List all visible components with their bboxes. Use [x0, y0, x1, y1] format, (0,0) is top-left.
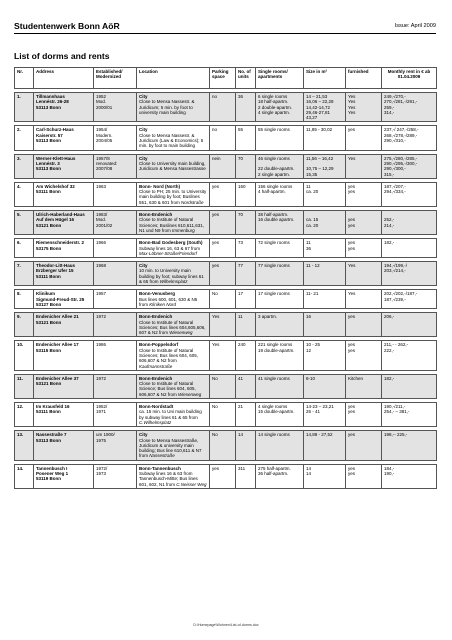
col-header-size: Size in m² — [304, 68, 346, 89]
location-area: Bonn- Nord (North) — [139, 183, 180, 189]
address-line: Tillmannhaus — [36, 94, 65, 99]
rooms-cell: 55 single rooms — [256, 126, 304, 150]
furnished-cell: Yes Yes Yes Yes — [346, 93, 382, 122]
established-cell: 1972 — [94, 313, 137, 337]
size-cell: 14 – 21,53 16,06 – 22,28 14,42-14,72 29,46-27,81 43,27 — [304, 93, 346, 122]
address-line: 53121 Bonn — [36, 319, 62, 325]
size-cell: 11,85 - 30,02 — [304, 126, 346, 150]
table-row — [15, 341, 437, 370]
address-cell — [34, 182, 94, 206]
col-header-location: Location — [137, 68, 210, 89]
location-description: Close to Institute of Natural Sciences; Buslines 610,611,631, N1 und N9 from — [139, 217, 204, 233]
location-cell — [137, 464, 210, 488]
address-line: 53113 Bonn — [36, 166, 62, 172]
location-area: Bonn-Endenich — [139, 314, 173, 320]
location-area: Bonn-Venusberg — [139, 291, 176, 297]
established-cell: 1963 — [94, 182, 137, 206]
address-line: Endenicher Allee 37 — [36, 375, 79, 381]
parking-cell: yes — [210, 182, 236, 206]
size-cell: ca. 15 ca. 20 — [304, 211, 346, 235]
size-cell: 11 36 — [304, 239, 346, 258]
issue-date: Issue: April 2009 — [394, 23, 436, 29]
size-cell: 10 - 25 12 — [304, 341, 346, 370]
address-line: Auf dem Hügel 16 — [36, 217, 75, 223]
size-cell: 14,88 - 27,52 — [304, 431, 346, 460]
col-header-single-rooms: Single rooms/ apartments — [256, 68, 304, 89]
dorm-table — [14, 67, 437, 489]
furnished-cell: yes yes — [346, 211, 382, 235]
address-cell — [34, 341, 94, 370]
location-cell — [137, 211, 210, 235]
location-stop: C.Wilhelmsplatz — [139, 419, 172, 425]
size-cell: 16 — [304, 313, 346, 337]
rent-cell: 190,-/211,- 254,- – 381,- — [382, 403, 437, 427]
furnished-cell: Kitchen — [346, 374, 382, 398]
table-row — [15, 93, 437, 122]
rooms-cell: 77 single rooms — [256, 262, 304, 286]
parking-cell: yes — [210, 262, 236, 286]
location-stop: Kliniken Nord — [149, 301, 177, 307]
location-description: Subway lines 16 & 63 from Tannenbusch-Mitte; Bus lines 601, 602, N1 from — [139, 471, 198, 487]
location-description: Close to Institute of Natural Science; Bus lines 604, 605, 606,607 & N2 from — [139, 381, 196, 397]
col-header-rent: Monthly rent in € ab 01.04.2009 — [382, 68, 437, 89]
location-area: Bonn-Endenich — [139, 212, 173, 218]
units-cell: 11 — [236, 313, 256, 337]
parking-cell: no — [210, 126, 236, 150]
table-row — [15, 262, 437, 286]
size-cell: 11- 21 — [304, 290, 346, 309]
address-line: 53121 Bonn — [36, 381, 62, 387]
location-stop: Wiesenweg — [178, 391, 202, 397]
location-cell — [137, 374, 210, 398]
size-cell: 11 - 12 — [304, 262, 346, 286]
address-cell — [34, 403, 94, 427]
location-cell — [137, 403, 210, 427]
location-description: Close to Mensa Nassestr. & Juridicum; 5 min. by foot to university main building — [139, 99, 195, 115]
address-line: Lennéstr. 26-28 — [36, 99, 69, 105]
furnished-cell: yes yes — [346, 464, 382, 488]
parking-cell: No — [210, 374, 236, 398]
furnished-cell: yes yes — [346, 239, 382, 258]
address-cell — [34, 211, 94, 235]
table-row — [15, 374, 437, 398]
units-cell: 160 — [236, 182, 256, 206]
location-stop: Kaufmannstraße — [139, 363, 173, 369]
address-line: Nassestraße 7 — [36, 432, 67, 438]
rooms-cell: 3 apartm. — [256, 313, 304, 337]
location-cell — [137, 313, 210, 337]
col-header-address: Address — [34, 68, 94, 89]
address-line: Posener Weg 1 — [36, 471, 69, 477]
address-line: Lennéstr. 3 — [36, 160, 60, 166]
furnished-cell: yes yes — [346, 341, 382, 370]
row-number: 11. — [15, 374, 34, 398]
location-area: Bonn-Endenich — [139, 375, 173, 381]
address-cell — [34, 431, 94, 460]
location-description: Close to Institute of Natural Sciences; Bus lines 604,605,606, 607 & N2 from — [139, 319, 206, 336]
furnished-cell: Yes — [346, 154, 382, 178]
location-cell — [137, 154, 210, 178]
units-cell: 240 — [236, 341, 256, 370]
address-line: 53111 Bonn — [36, 273, 61, 279]
location-description: Close to Mensa Nassestraße, Juridicum & university main building; Bus line 610,611 & N7 from — [139, 437, 202, 459]
address-line: Sigmund-Freud-Str. 25 — [36, 296, 85, 302]
rent-cell: 206,- — [382, 313, 437, 337]
location-description: Close to Mensa Nassestr. & Juridicum (Law & Economics); 5 min. by foot to main building — [139, 132, 204, 149]
location-area: City — [139, 432, 148, 438]
units-cell: 311 — [236, 464, 256, 488]
address-line: 53113 Bonn — [36, 437, 62, 443]
address-line: Tannenbusch I — [36, 465, 68, 471]
size-cell: 11,56 – 16,42 10,75 – 12,29 15,35 — [304, 154, 346, 178]
established-cell: 1957 — [94, 290, 137, 309]
row-number: 2. — [15, 126, 34, 150]
parking-cell: yes — [210, 239, 236, 258]
table-row — [15, 154, 437, 178]
location-stop: Wiesenweg — [169, 330, 193, 336]
row-number: 7. — [15, 262, 34, 286]
row-number: 6. — [15, 239, 34, 258]
parking-cell: Yes — [210, 341, 236, 370]
row-number: 3. — [15, 154, 34, 178]
parking-cell: yes — [210, 211, 236, 235]
size-cell: 8-10 — [304, 374, 346, 398]
rooms-cell: 17 single rooms — [256, 290, 304, 309]
col-header-units: No. of units — [236, 68, 256, 89]
rent-cell: 184,- 190,- — [382, 464, 437, 488]
table-row — [15, 126, 437, 150]
rent-cell: 182,- — [382, 374, 437, 398]
location-description: Subway lines 16, 63 & 67 from — [139, 245, 201, 251]
row-number: 13. — [15, 431, 34, 460]
location-description: Close to Institute of Natural Sciences; Bus lines 604, 605, 606,607 & N2 from — [139, 347, 199, 364]
col-header-established: Established/ Modernized — [94, 68, 137, 89]
table-row — [15, 313, 437, 337]
location-stop: Max-Löbner-Straße/Friesdorf — [139, 250, 197, 256]
row-number: 8. — [15, 290, 34, 309]
row-number: 10. — [15, 341, 34, 370]
rent-cell: 249,-/270,- 270,-/281,-/291,- 259,- 314,- — [382, 93, 437, 122]
row-number: 12. — [15, 403, 34, 427]
parking-cell: No — [210, 431, 236, 460]
size-cell: 11 ca. 20 — [304, 182, 346, 206]
furnished-cell: Yes — [346, 262, 382, 286]
table-body — [15, 89, 437, 489]
rent-cell: 182,- — [382, 239, 437, 258]
organization-name: Studentenwerk Bonn AöR — [14, 21, 120, 31]
location-description: Close to PH; 25 min. to University main building by foot; Buslines 551, 630 & 601 from — [139, 189, 207, 205]
col-header-parking: Parking space — [210, 68, 236, 89]
rent-cell: 202,-/202,-/187,- 187,-/239,- — [382, 290, 437, 309]
header-divider — [14, 33, 436, 34]
rooms-cell: 14 single rooms — [256, 431, 304, 460]
address-cell — [34, 239, 94, 258]
location-stop: Nordstraße — [181, 199, 204, 205]
location-area: Bonn-Nordstadt — [139, 404, 174, 410]
address-line: 53113 Bonn — [36, 104, 62, 110]
units-cell: 14 — [236, 431, 256, 460]
units-cell: 77 — [236, 262, 256, 286]
units-cell: 21 — [236, 403, 256, 427]
location-cell — [137, 290, 210, 309]
address-line: 53175 Bonn — [36, 245, 62, 251]
rent-cell: 252,- 214,- — [382, 211, 437, 235]
location-description: 10 min. to University main building by foot; subway lines 61 & 65 from — [139, 268, 204, 285]
location-cell — [137, 126, 210, 150]
table-row — [15, 403, 437, 427]
address-line: Endenicher Allee 21 — [36, 314, 79, 320]
address-cell — [34, 126, 94, 150]
address-line: Endenicher Allee 17 — [36, 342, 79, 348]
rooms-cell: 41 single rooms — [256, 374, 304, 398]
rooms-cell: 6 single rooms 18 half-apartm. 2 double-apartm. 4 single apartm. — [256, 93, 304, 122]
address-line: Werner-Klett-Haus — [36, 155, 76, 161]
col-header-furnished: furnished — [346, 68, 382, 89]
row-number: 1. — [15, 93, 34, 122]
location-stop: Nassestraße — [149, 453, 175, 459]
units-cell: 70 — [236, 154, 256, 178]
location-area: City — [139, 155, 148, 161]
location-stop: C.Neisser Weg — [176, 481, 207, 487]
rent-cell: 237,-/ 247,-/258,- 268,-/278,-/289,- 290,-/310,- — [382, 126, 437, 150]
address-line: Im Krausfeld 16 — [36, 404, 70, 410]
location-stop: Wilhelmsplatz — [159, 279, 188, 285]
location-area: Bonn-Poppelsdorf — [139, 342, 179, 348]
col-header-nr: Nr. — [15, 68, 34, 89]
furnished-cell: yes yes — [346, 403, 382, 427]
address-line: 53121 Bonn — [36, 222, 62, 228]
address-line: Klinikum — [36, 291, 56, 297]
units-cell: 17 — [236, 290, 256, 309]
established-cell: um 1900/ 1975 — [94, 431, 137, 460]
furnished-cell: yes — [346, 431, 382, 460]
furnished-cell: yes — [346, 126, 382, 150]
address-cell — [34, 290, 94, 309]
established-cell: 1966 — [94, 239, 137, 258]
address-line: Carl-Schurz-Haus — [36, 127, 74, 133]
location-cell — [137, 182, 210, 206]
units-cell: 73 — [236, 239, 256, 258]
location-area: Bonn-Tannenbusch — [139, 465, 181, 471]
established-cell: 1952/ 1971 — [94, 403, 137, 427]
row-number: 5. — [15, 211, 34, 235]
rooms-cell: 4 single rooms 15 double-apartm. — [256, 403, 304, 427]
established-cell: 1957/8 renovated: 2007/08 — [94, 154, 137, 178]
row-number: 14. — [15, 464, 34, 488]
address-cell — [34, 93, 94, 122]
rooms-cell: 46 single rooms 22 double-apartm. 2 single apartm. — [256, 154, 304, 178]
parking-cell: Yes — [210, 313, 236, 337]
address-line: 53127 Bonn — [36, 301, 62, 307]
rent-cell: 211,- - 262,- 222,- — [382, 341, 437, 370]
location-cell — [137, 239, 210, 258]
established-cell: 1952 Mod. 2000/01 — [94, 93, 137, 122]
address-line: Am Wichelshof 32 — [36, 183, 75, 189]
location-area: City — [139, 263, 148, 269]
rooms-cell: 156 single rooms 4 half-apartm. — [256, 182, 304, 206]
address-line: 53111 Bonn — [36, 189, 61, 195]
rooms-cell: 275 half-apartm. 36 half-apartm. — [256, 464, 304, 488]
furnished-cell: yes — [346, 313, 382, 337]
parking-cell: yes — [210, 464, 236, 488]
units-cell: 70 — [236, 211, 256, 235]
table-row — [15, 290, 437, 309]
location-description: ca. 15 min. to Uni main building by subway lines 61 & 65 from — [139, 409, 202, 420]
parking-cell: No — [210, 403, 236, 427]
address-cell — [34, 374, 94, 398]
address-line: 53115 Bonn — [36, 347, 62, 353]
address-cell — [34, 262, 94, 286]
location-area: City — [139, 127, 148, 133]
location-cell — [137, 341, 210, 370]
address-line: Theodor-Litt-Haus — [36, 263, 75, 269]
address-line: Kaiserstr. 57 — [36, 132, 63, 138]
rooms-cell: 72 single rooms — [256, 239, 304, 258]
address-line: 53111 Bonn — [36, 409, 61, 415]
location-cell — [137, 262, 210, 286]
furnished-cell: Yes — [346, 290, 382, 309]
established-cell: 1972/ 1973 — [94, 464, 137, 488]
address-line: 53113 Bonn — [36, 138, 62, 144]
rooms-cell: 221 single rooms 19 double-apartm. — [256, 341, 304, 370]
address-line: Erzberger Ufer 15 — [36, 268, 74, 274]
address-cell — [34, 154, 94, 178]
rent-cell: 187,-/207,- 294,-/334,- — [382, 182, 437, 206]
table-row — [15, 182, 437, 206]
size-cell: 14-23 – 23,21 26 - 41 — [304, 403, 346, 427]
units-cell: 36 — [236, 93, 256, 122]
established-cell: 1968 — [94, 262, 137, 286]
parking-cell: No — [210, 290, 236, 309]
location-cell — [137, 93, 210, 122]
file-path-footer: D:\Homepage\Wohnen\List-of-dorms.doc — [193, 623, 259, 627]
parking-cell: no — [210, 93, 236, 122]
address-cell — [34, 313, 94, 337]
units-cell: 41 — [236, 374, 256, 398]
page-title: List of dorms and rents — [14, 51, 110, 61]
address-line: Ulrich-Haberland-Haus — [36, 212, 85, 218]
units-cell: 55 — [236, 126, 256, 150]
location-cell — [137, 431, 210, 460]
location-area: City — [139, 94, 148, 99]
size-cell: 14 14 — [304, 464, 346, 488]
row-number: 9. — [15, 313, 34, 337]
table-row — [15, 239, 437, 258]
furnished-cell: yes yes — [346, 182, 382, 206]
location-area: Bonn-Bad Godesberg (South) — [139, 240, 203, 246]
rent-cell: 275,-/280,-/285,- 290,-/295,-/300,- 290,-/300,- 315,- — [382, 154, 437, 178]
address-line: Riemenschneiderstr. 2 — [36, 240, 85, 246]
location-stop: Immenburg — [172, 227, 195, 233]
established-cell: 1972 — [94, 374, 137, 398]
address-line: 53119 Bonn — [36, 476, 62, 482]
established-cell: 1986 — [94, 341, 137, 370]
row-number: 4. — [15, 182, 34, 206]
parking-cell: nein — [210, 154, 236, 178]
established-cell: 1954/ Modern. 2004/05 — [94, 126, 137, 150]
rooms-cell: 38 half-apartm. 16 double apartm. — [256, 211, 304, 235]
table-header-row — [15, 68, 437, 89]
location-description: Close to University main building, Juridicum & Mensa Nassestrasse — [139, 160, 206, 172]
rent-cell: 194,-/199,-/ 203,-/214,- — [382, 262, 437, 286]
table-row — [15, 211, 437, 235]
table-row — [15, 431, 437, 460]
table-row — [15, 464, 437, 488]
location-description: Bus lines 600, 601, 630 & N5 from — [139, 296, 198, 307]
rent-cell: 198,-- 225,- — [382, 431, 437, 460]
address-cell — [34, 464, 94, 488]
established-cell: 1983/ Mod. 2001/02 — [94, 211, 137, 235]
